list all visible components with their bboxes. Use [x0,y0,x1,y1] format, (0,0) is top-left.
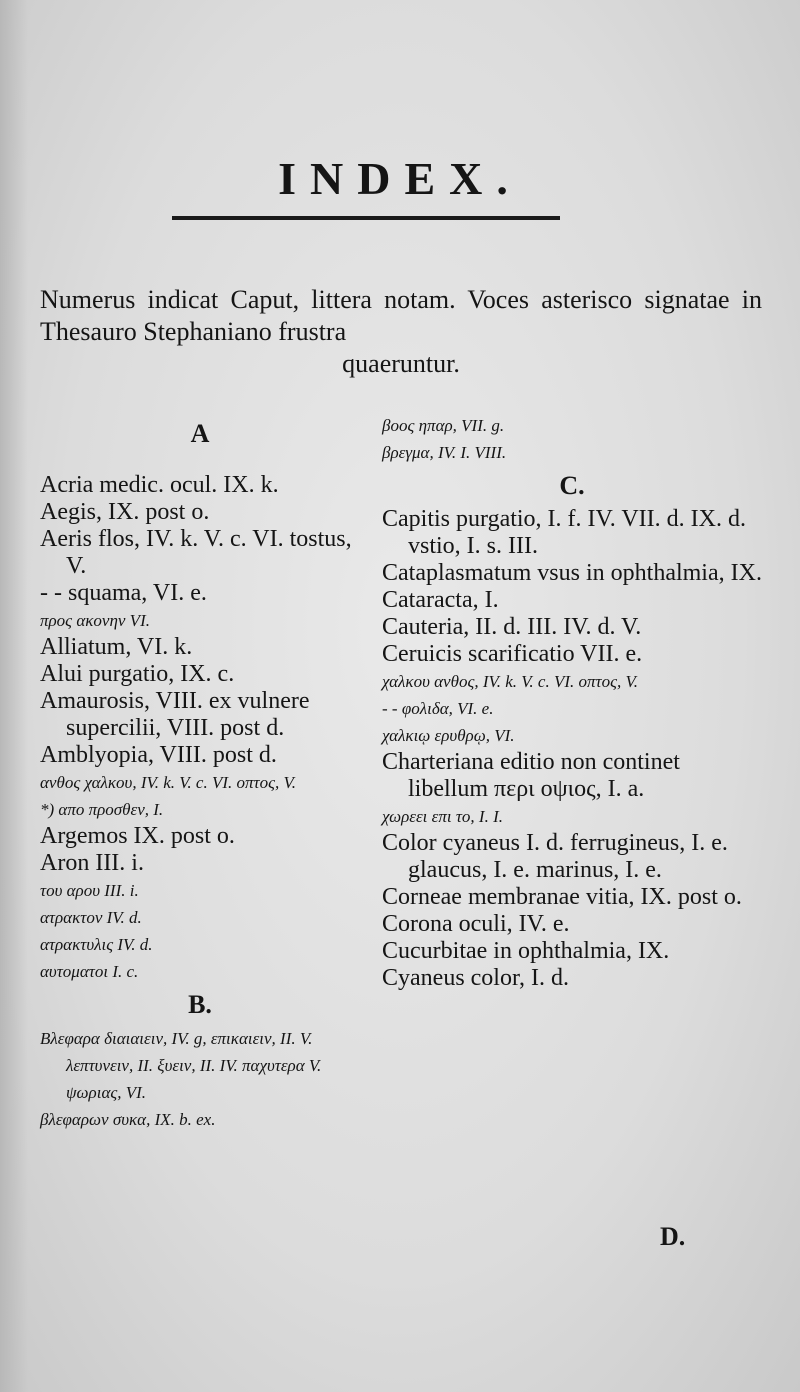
index-entry: Alui purgatio, IX. c. [40,661,235,687]
index-entry: Amaurosis, VIII. ex vulnere supercilii, VIII. post d. [40,688,310,741]
index-entry: Ceruicis scarificatio VII. e. [382,641,643,667]
section-letter-c: C. [559,471,585,500]
index-column-right [382,412,762,992]
index-entry: Aeris flos, IV. k. V. c. VI. tostus, V. [40,526,352,579]
index-entry: Cataracta, I. [382,587,499,613]
index-entry: Βλεφαρα διαιαιειν, IV. g, επικαιειν, II. V. λεπτυνειν, II. ξυειν, II. IV. παχυτερα V. ψωριας, VI. [40,1029,322,1102]
intro-line-2: asterisco signatae in Thesauro Stephaniano frustra [40,285,763,346]
page-edge-shadow [0,0,28,1392]
page-title: INDEX. [278,153,522,204]
section-letter-b: B. [188,990,212,1019]
index-entry: Charteriana editio non continet libellum περι οψιος, I. a. [382,749,680,802]
index-entry: βρεγμα, IV. I. VIII. [382,443,507,462]
intro-note [40,284,762,380]
index-entry: Cyaneus color, I. d. [382,965,569,991]
index-entry: ατρακτον IV. d. [40,908,142,927]
index-entry: βλεφαρων συκα, IX. b. ex. [40,1110,216,1129]
index-entry: βοος ηπαρ, VII. g. [382,416,505,435]
index-entry: χωρεει επι το, I. I. [382,807,504,826]
index-entry: Corneae membranae vitia, IX. post o. [382,884,742,910]
index-entry: *) απο προσθεν, I. [40,800,164,819]
index-entry: Alliatum, VI. k. [40,634,193,660]
catchword: D. [660,1222,686,1251]
index-entry: ανθος χαλκου, IV. k. V. c. VI. οπτος, V. [40,773,296,792]
index-entry: Acria medic. ocul. IX. k. [40,472,279,498]
section-letter-a: A [190,419,210,448]
index-entry: Cucurbitae in ophthalmia, IX. [382,938,670,964]
index-entry: Capitis purgatio, I. f. IV. VII. d. IX. d. vstio, I. s. III. [382,506,746,559]
index-entry: - - squama, VI. e. [40,580,207,606]
title-rule [172,216,560,220]
index-entry: Argemos IX. post o. [40,823,235,849]
index-entry: Aron III. i. [40,850,144,876]
intro-line-3: quaeruntur. [342,349,460,378]
index-entry: χαλκου ανθος, IV. k. V. c. VI. οπτος, V. [382,672,638,691]
index-entry: Corona oculi, IV. e. [382,911,570,937]
index-column-left [40,412,360,1133]
index-entry: Cauteria, II. d. III. IV. d. V. [382,614,642,640]
index-entry: Color cyaneus I. d. ferrugineus, I. e. glaucus, I. e. marinus, I. e. [382,830,728,883]
index-entry: χαλκιῳ ερυθρῳ, VI. [382,726,515,745]
index-entry: ατρακτυλις IV. d. [40,935,153,954]
intro-line-1: Numerus indicat Caput, littera notam. Voces [40,285,529,314]
index-entry: - - φολιδα, VI. e. [382,699,494,718]
index-entry: προς ακονην VI. [40,611,150,630]
index-entry: Cataplasmatum vsus in ophthalmia, IX. [382,560,762,586]
index-entry: αυτοματοι I. c. [40,962,139,981]
index-entry: Amblyopia, VIII. post d. [40,742,277,768]
index-entry: του αρου III. i. [40,881,139,900]
index-entry: Aegis, IX. post o. [40,499,210,525]
